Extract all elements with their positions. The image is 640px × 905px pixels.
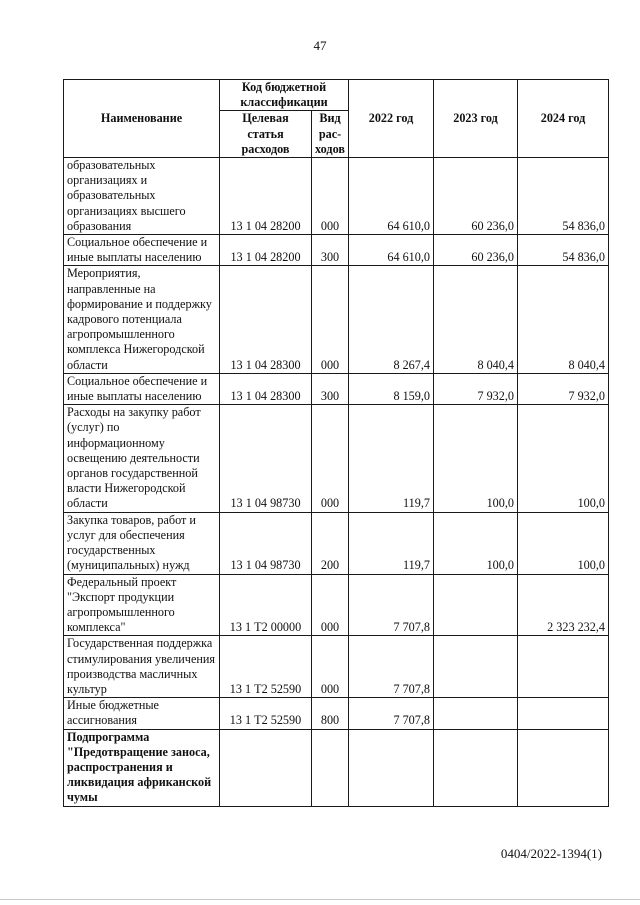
row-value-2023: 100,0 (434, 512, 518, 574)
header-target-article: Целевая статья расходов (220, 111, 312, 158)
row-name: Социальное обеспечение и иные выплаты населению (64, 235, 220, 266)
row-expense-kind: 200 (312, 512, 349, 574)
row-value-2023: 7 932,0 (434, 373, 518, 404)
row-expense-kind: 300 (312, 373, 349, 404)
row-target-code: 13 1 04 28200 (220, 158, 312, 235)
row-value-2024: 2 323 232,4 (518, 574, 609, 636)
row-value-2022: 119,7 (349, 405, 434, 512)
row-value-2023: 8 040,4 (434, 266, 518, 373)
document-code: 0404/2022-1394(1) (500, 846, 602, 861)
row-value-2024 (518, 698, 609, 729)
table-row (64, 373, 609, 404)
row-value-2024: 100,0 (518, 512, 609, 574)
table-row (64, 512, 609, 574)
row-value-2023: 60 236,0 (434, 235, 518, 266)
header-year-2022: 2022 год (349, 80, 434, 158)
row-target-code: 13 1 04 28300 (220, 373, 312, 404)
row-value-2023 (434, 698, 518, 729)
row-value-2022: 7 707,8 (349, 698, 434, 729)
table-row (64, 266, 609, 373)
row-name: Иные бюджетные ассигнования (64, 698, 220, 729)
row-value-2022: 8 159,0 (349, 373, 434, 404)
row-value-2022 (349, 729, 434, 806)
row-value-2023 (434, 574, 518, 636)
row-value-2024: 8 040,4 (518, 266, 609, 373)
row-value-2024: 54 836,0 (518, 235, 609, 266)
row-target-code: 13 1 04 28200 (220, 235, 312, 266)
row-target-code: 13 1 04 98730 (220, 512, 312, 574)
table-row (64, 636, 609, 698)
row-value-2022: 7 707,8 (349, 636, 434, 698)
row-target-code: 13 1 Т2 00000 (220, 574, 312, 636)
row-name: Социальное обеспечение и иные выплаты населению (64, 373, 220, 404)
header-year-2023: 2023 год (434, 80, 518, 158)
bottom-divider (0, 899, 640, 900)
row-target-code: 13 1 04 28300 (220, 266, 312, 373)
row-expense-kind: 000 (312, 574, 349, 636)
table-row-subprogram (64, 729, 609, 806)
page-number: 47 (313, 38, 327, 53)
row-name: Подпрограмма "Предотвращение заноса, распространения и ликвидация африканской чумы (64, 729, 220, 806)
table-row (64, 698, 609, 729)
row-target-code: 13 1 04 98730 (220, 405, 312, 512)
row-value-2024: 7 932,0 (518, 373, 609, 404)
budget-table (63, 79, 609, 807)
row-value-2024: 100,0 (518, 405, 609, 512)
row-value-2024 (518, 729, 609, 806)
row-expense-kind: 000 (312, 636, 349, 698)
row-expense-kind: 300 (312, 235, 349, 266)
row-value-2024: 54 836,0 (518, 158, 609, 235)
row-target-code: 13 1 Т2 52590 (220, 636, 312, 698)
row-name: Закупка товаров, работ и услуг для обеспечения государственных (муниципальных) нужд (64, 512, 220, 574)
header-expense-kind: Вид рас-ходов (312, 111, 349, 158)
row-value-2023: 60 236,0 (434, 158, 518, 235)
row-expense-kind: 800 (312, 698, 349, 729)
row-expense-kind: 000 (312, 266, 349, 373)
row-name: Расходы на закупку работ (услуг) по информационному освещению деятельности органов государственной власти Нижегородской области (64, 405, 220, 512)
table-row (64, 405, 609, 512)
row-value-2022: 8 267,4 (349, 266, 434, 373)
row-value-2022: 119,7 (349, 512, 434, 574)
table-row (64, 158, 609, 235)
row-value-2022: 64 610,0 (349, 235, 434, 266)
table-row (64, 235, 609, 266)
row-expense-kind: 000 (312, 405, 349, 512)
row-name: Мероприятия, направленные на формирование и поддержку кадрового потенциала агропромышленного комплекса Нижегородской области (64, 266, 220, 373)
table-row (64, 574, 609, 636)
row-value-2022: 64 610,0 (349, 158, 434, 235)
row-target-code: 13 1 Т2 52590 (220, 698, 312, 729)
row-name: Федеральный проект "Экспорт продукции агропромышленного комплекса" (64, 574, 220, 636)
header-year-2024: 2024 год (518, 80, 609, 158)
row-target-code (220, 729, 312, 806)
row-value-2023: 100,0 (434, 405, 518, 512)
header-name: Наименование (64, 80, 220, 158)
row-name: Государственная поддержка стимулирования увеличения производства масличных культур (64, 636, 220, 698)
row-value-2023 (434, 729, 518, 806)
row-value-2022: 7 707,8 (349, 574, 434, 636)
row-value-2023 (434, 636, 518, 698)
row-expense-kind: 000 (312, 158, 349, 235)
row-value-2024 (518, 636, 609, 698)
header-code-group: Код бюджетной классификации (220, 80, 349, 111)
row-name: образовательных организациях и образовательных организациях высшего образования (64, 158, 220, 235)
row-expense-kind (312, 729, 349, 806)
